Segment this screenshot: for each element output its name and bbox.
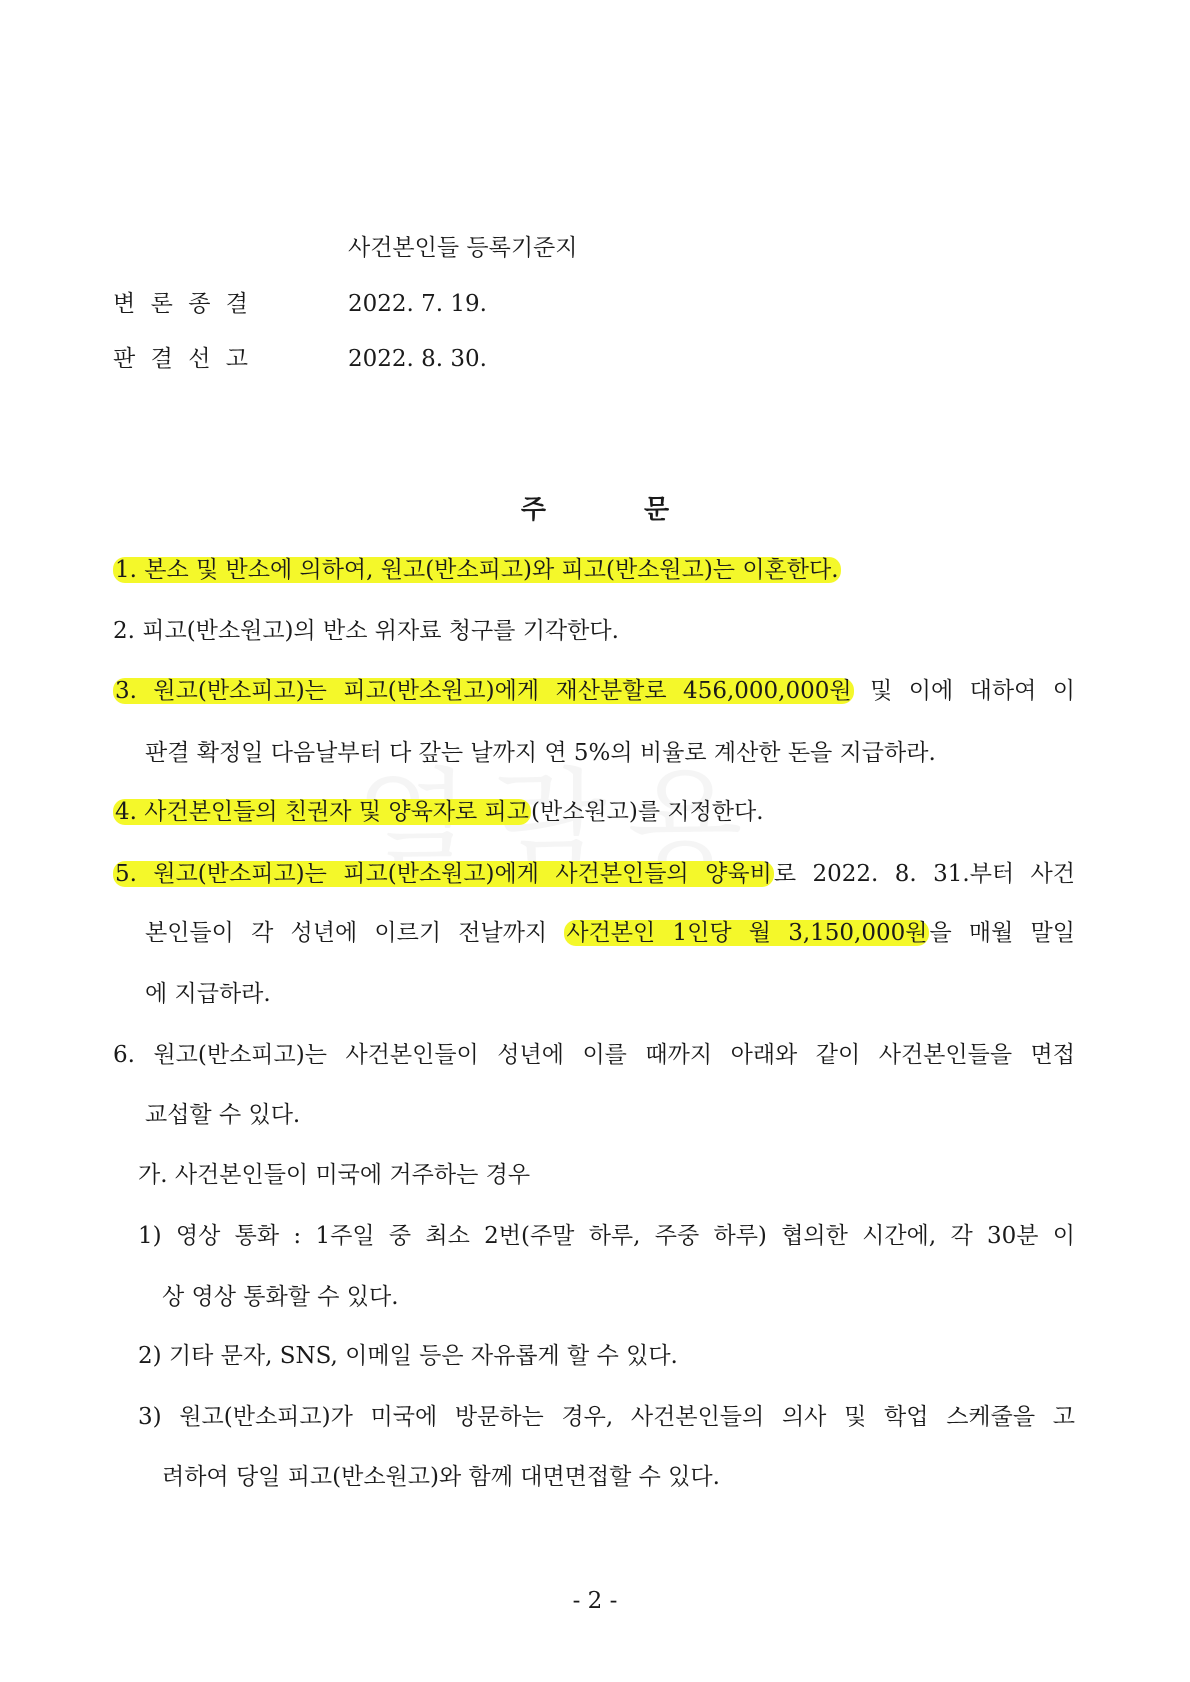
order-item-6-line-2: 교섭할 수 있다. — [145, 1102, 301, 1128]
order-item-3-line-2: 판결 확정일 다음날부터 다 갚는 날까지 연 5%의 비율로 계산한 돈을 지급하라. — [145, 740, 936, 766]
closing-date: 2022. 7. 19. — [348, 291, 487, 317]
highlight: 1. 본소 및 반소에 의하여, 원고(반소피고)와 피고(반소원고)는 이혼한다. — [115, 557, 839, 583]
highlight: 사건본인 1인당 월 3,150,000원 — [566, 920, 928, 946]
closing-label: 변 론 종 결 — [113, 291, 248, 317]
section-heading: 주 문 — [520, 495, 670, 525]
sub-item-3-line-2: 려하여 당일 피고(반소원고)와 함께 대면면접할 수 있다. — [162, 1464, 720, 1490]
sub-section-a: 가. 사건본인들이 미국에 거주하는 경우 — [138, 1162, 531, 1188]
order-item-3-line-1: 3. 원고(반소피고)는 피고(반소원고)에게 재산분할로 456,000,000원 및 이에 대하여 이 — [115, 678, 1075, 704]
order-item-4: 4. 사건본인들의 친권자 및 양육자로 피고(반소원고)를 지정한다. — [115, 799, 764, 825]
order-item-5-line-3: 에 지급하라. — [145, 981, 271, 1007]
highlight: 3. 원고(반소피고)는 피고(반소원고)에게 재산분할로 456,000,000원 — [115, 678, 852, 704]
sub-item-1-line-2: 상 영상 통화할 수 있다. — [162, 1284, 399, 1310]
sub-item-2: 2) 기타 문자, SNS, 이메일 등은 자유롭게 할 수 있다. — [138, 1343, 678, 1369]
order-item-5-line-2: 본인들이 각 성년에 이르기 전날까지 사건본인 1인당 월 3,150,000원을 매월 말일 — [145, 920, 1075, 946]
sub-item-1-line-1: 1) 영상 통화 : 1주일 중 최소 2번(주말 하루, 주중 하루) 협의한 시간에, 각 30분 이 — [138, 1223, 1075, 1249]
verdict-label: 판 결 선 고 — [113, 346, 248, 372]
highlight: 4. 사건본인들의 친권자 및 양육자로 피고 — [115, 799, 529, 825]
order-item-6-line-1: 6. 원고(반소피고)는 사건본인들이 성년에 이를 때까지 아래와 같이 사건본인들을 면접 — [113, 1042, 1075, 1068]
court-note: 사건본인들 등록기준지 — [348, 235, 578, 261]
sub-item-3-line-1: 3) 원고(반소피고)가 미국에 방문하는 경우, 사건본인들의 의사 및 학업 스케줄을 고 — [138, 1404, 1075, 1430]
order-item-2: 2. 피고(반소원고)의 반소 위자료 청구를 기각한다. — [113, 618, 619, 644]
order-item-1 — [113, 554, 841, 586]
highlight: 5. 원고(반소피고)는 피고(반소원고)에게 사건본인들의 양육비 — [115, 861, 772, 887]
order-item-5-line-1: 5. 원고(반소피고)는 피고(반소원고)에게 사건본인들의 양육비로 2022. 8. 31.부터 사건 — [115, 861, 1075, 887]
page-number: - 2 - — [572, 1588, 618, 1614]
verdict-date: 2022. 8. 30. — [348, 346, 487, 372]
